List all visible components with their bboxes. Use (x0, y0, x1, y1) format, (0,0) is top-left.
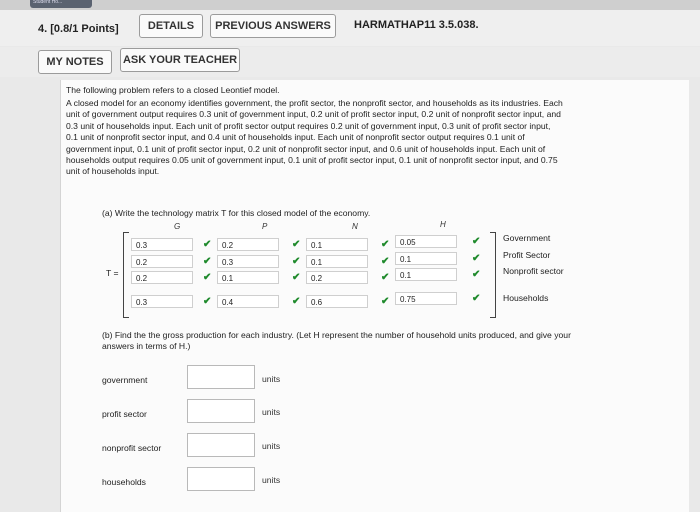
checkmark-icon: ✔ (381, 239, 390, 250)
statement-line: 0.3 unit of households input. Each unit of profit sector output requires 0.2 unit of government input, 0.3 unit of profit sector input, (66, 120, 551, 131)
units-label: units (262, 374, 281, 384)
matrix-cell[interactable]: 0.2 (131, 271, 193, 284)
matrix-cell[interactable]: 0.1 (217, 271, 279, 284)
matrix-left-bracket (123, 232, 129, 318)
row-label-profit-sector: Profit Sector (503, 250, 551, 260)
matrix-cell[interactable]: 0.2 (217, 238, 279, 251)
checkmark-icon: ✔ (203, 296, 212, 307)
col-header-n: N (352, 222, 358, 231)
strip-tag-label: Student Ho... (33, 0, 63, 5)
statement-line: 0.1 unit of nonprofit sector input, and 0.4 unit of households input. Each unit of nonprofit sector output requires 0.1 unit of (66, 132, 525, 143)
nonprofit-sector-answer-input[interactable] (187, 433, 255, 457)
my-notes-button[interactable]: MY NOTES (38, 50, 112, 74)
part-a-prompt: (a) Write the technology matrix T for this closed model of the economy. (102, 208, 371, 218)
answer-label-nonprofit-sector: nonprofit sector (102, 443, 162, 453)
statement-line: government input, 0.1 unit of profit sector input, 0.2 unit of nonprofit sector input, and 0.6 unit of households input. Each unit of (66, 143, 546, 154)
statement-line: A closed model for an economy identifies government, the profit sector, the nonprofit sector, and households as its industries. Each (66, 98, 563, 108)
row-label-households: Households (503, 293, 549, 303)
checkmark-icon: ✔ (472, 253, 481, 264)
statement-line: unit of government output requires 0.3 unit of government input, 0.2 unit of profit sector input, 0.2 unit of nonprofit sector input, and (66, 109, 561, 120)
question-points: 4. [0.8/1 Points] (38, 23, 119, 35)
checkmark-icon: ✔ (381, 272, 390, 283)
part-b-line: answers in terms of H.) (102, 341, 191, 352)
answer-label-households: households (102, 477, 146, 487)
row-label-government: Government (503, 233, 551, 243)
checkmark-icon: ✔ (472, 269, 481, 280)
matrix-cell[interactable]: 0.4 (217, 295, 279, 308)
ask-your-teacher-button[interactable]: ASK YOUR TEACHER (120, 48, 240, 72)
matrix-cell[interactable]: 0.2 (306, 271, 368, 284)
col-header-p: P (262, 222, 268, 231)
units-label: units (262, 475, 281, 485)
households-answer-input[interactable] (187, 467, 255, 491)
checkmark-icon: ✔ (472, 293, 481, 304)
matrix-cell[interactable]: 0.6 (306, 295, 368, 308)
matrix-cell[interactable]: 0.1 (395, 252, 457, 265)
checkmark-icon: ✔ (203, 256, 212, 267)
matrix-cell[interactable]: 0.05 (395, 235, 457, 248)
units-label: units (262, 441, 281, 451)
checkmark-icon: ✔ (203, 239, 212, 250)
top-strip (0, 0, 700, 10)
strip-tag (30, 0, 92, 8)
government-answer-input[interactable] (187, 365, 255, 389)
matrix-t-label: T = (106, 268, 119, 278)
problem-code: HARMATHAP11 3.5.038. (354, 19, 479, 31)
checkmark-icon: ✔ (381, 256, 390, 267)
units-label: units (262, 407, 281, 417)
checkmark-icon: ✔ (381, 296, 390, 307)
answer-label-government: government (102, 375, 148, 385)
previous-answers-button[interactable]: PREVIOUS ANSWERS (210, 14, 336, 38)
checkmark-icon: ✔ (292, 256, 301, 267)
part-b-line: (b) Find the the gross production for each industry. (Let H represent the number of household units produced, and give your (102, 330, 571, 340)
checkmark-icon: ✔ (292, 239, 301, 250)
checkmark-icon: ✔ (292, 296, 301, 307)
matrix-cell[interactable]: 0.1 (306, 238, 368, 251)
part-b-prompt (102, 330, 571, 353)
problem-statement (66, 98, 686, 178)
answer-label-profit-sector: profit sector (102, 409, 147, 419)
checkmark-icon: ✔ (203, 272, 212, 283)
details-button[interactable]: DETAILS (139, 14, 203, 38)
row-label-nonprofit-sector: Nonprofit sector (503, 266, 564, 276)
checkmark-icon: ✔ (292, 272, 301, 283)
statement-line: households output requires 0.05 unit of government input, 0.1 unit of profit sector input, 0.1 unit of nonprofit sector input, and 0.75 (66, 155, 558, 166)
checkmark-icon: ✔ (472, 236, 481, 247)
col-header-g: G (174, 222, 181, 231)
matrix-right-bracket (490, 232, 496, 318)
matrix-cell[interactable]: 0.3 (131, 295, 193, 308)
statement-line: unit of households input. (66, 166, 160, 177)
matrix-cell[interactable]: 0.3 (131, 238, 193, 251)
problem-intro: The following problem refers to a closed Leontief model. (66, 85, 280, 95)
col-header-h: H (440, 220, 446, 229)
matrix-cell[interactable]: 0.2 (131, 255, 193, 268)
profit-sector-answer-input[interactable] (187, 399, 255, 423)
matrix-cell[interactable]: 0.3 (217, 255, 279, 268)
matrix-cell[interactable]: 0.1 (306, 255, 368, 268)
matrix-cell[interactable]: 0.1 (395, 268, 457, 281)
matrix-cell[interactable]: 0.75 (395, 292, 457, 305)
